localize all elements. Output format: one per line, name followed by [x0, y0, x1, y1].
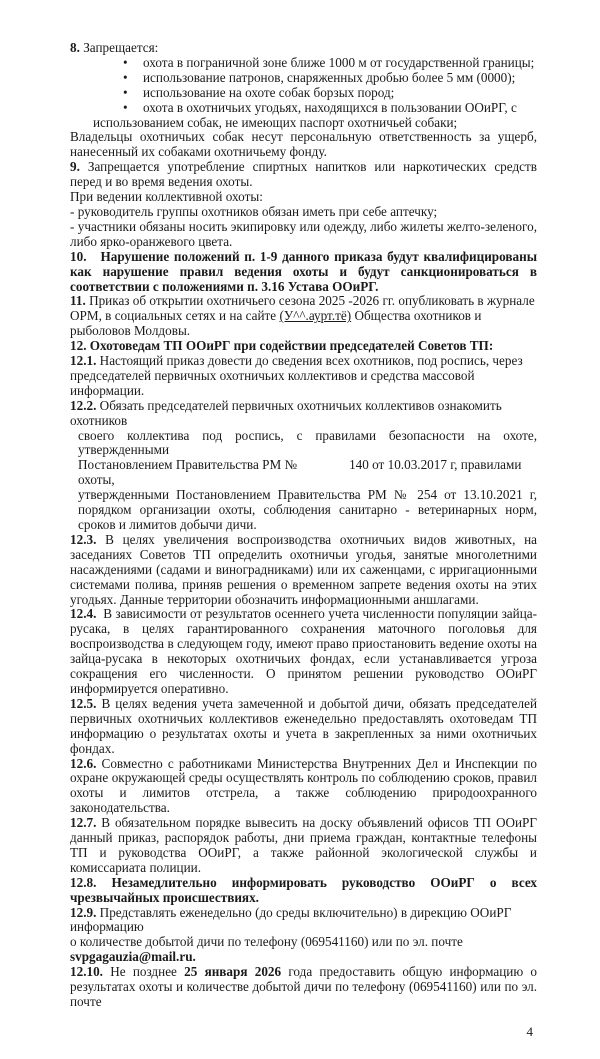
section-12-10: 12.10. Не позднее 25 января 2026 года предоставить общую информацию о результатах охоты и количестве добытой дичи по телефону (069541160) или по эл. почте	[70, 964, 538, 1009]
section-number: 12.9.	[70, 904, 97, 920]
dog-owners-note: Владельцы охотничьих собак несут персональную ответственность за ущерб, нанесенный их собаками охотничьему фонду.	[70, 129, 537, 160]
section-number: 12.2.	[70, 397, 97, 413]
section-number: 12.10.	[70, 964, 103, 980]
page-number: 4	[526, 1023, 533, 1039]
section-number: 12.8.	[70, 874, 97, 890]
section-number: 12.4.	[70, 606, 97, 622]
contact-email[interactable]: svpgagauzia@mail.ru.	[70, 949, 196, 965]
bullet-item: • охота в пограничной зоне ближе 1000 м от государственной границы;	[123, 54, 535, 70]
dash-item: - участники обязаны носить экипировку или одежду, либо жилеты желто-зеленого, либо ярко-оранжевого цвета.	[70, 218, 537, 249]
section-9: 9. Запрещается употребление спиртных напитков или наркотических средств перед и во время ведения охоты.	[70, 159, 537, 190]
section-12-3: 12.3. В целях увеличения воспроизводства охотничьих видов животных, на заседаниях Советов ТП определить охотничьи угодья, занятые многолетними насаждениями (садами и виноградниками) или их саженцами, с ирригационными системами полива, приняв решения о временном запрете ведения охоты на этих угодьях. Данные территории обозначить информационными аншлагами.	[70, 531, 538, 607]
bullet-icon: •	[123, 54, 128, 70]
section-number: 12.5.	[70, 695, 97, 711]
dash-item: - руководитель группы охотников обязан иметь при себе аптечку;	[70, 203, 438, 219]
section-12-heading: 12. Охотоведам ТП ООиРГ при содействии председателей Советов ТП:	[70, 338, 494, 354]
section-12-8: 12.8. Незамедлительно информировать руководство ООиРГ о всех чрезвычайных происшествиях.	[70, 874, 538, 905]
section-12-9: 12.9. Представлять еженедельно (до среды включительно) в дирекцию ООиРГ информацию	[70, 904, 512, 935]
bullet-item: • использование на охоте собак борзых пород;	[123, 84, 395, 100]
section-number: 9.	[70, 159, 80, 175]
deadline-date: 25 января 2026	[184, 964, 282, 980]
section-12-2-line: своего коллектива под роспись, с правилами безопасности на охоте, утвержденными	[78, 427, 537, 458]
section-8-title: Запрещается:	[83, 40, 159, 55]
section-12-4: 12.4. В зависимости от результатов осеннего учета численности популяции зайца-русака, в целях гарантированного сохранения маточного поголовья для воспроизводства в следующем году, имеют право приостановить ведение охоты на зайца-русака в некоторых охотничьих фондах, если устанавливается угроза сокращения его численности. О принятом решении руководство ООиРГ информируется оперативно.	[70, 606, 538, 696]
section-number: 12.6.	[70, 755, 97, 771]
website-link[interactable]: (У^^.аурт.тё)	[279, 308, 352, 324]
section-number: 12.	[70, 338, 87, 354]
bullet-continuation: использованием собак, не имеющих паспорт охотничьей собаки;	[93, 114, 458, 130]
section-10: 10. Нарушение положений п. 1-9 данного приказа будут квалифицированы как нарушение правил ведения охоты и будут санкционироваться в соответствии с положениями п. 3.16 Устава ООиРГ.	[70, 248, 537, 294]
section-12-6: 12.6. Совместно с работниками Министерства Внутренних Дел и Инспекции по охране окружающей среды осуществлять контроль по соблюдению сроков, правил охоты и лимитов отстрела, а также соблюдению природоохранного законодательства.	[70, 755, 538, 816]
section-number: 10.	[70, 248, 87, 264]
section-12-1: 12.1. Настоящий приказ довести до сведения всех охотников, под роспись, через председателей первичных охотничьих коллективов и средства массовой информации.	[70, 353, 523, 398]
section-number: 11.	[70, 293, 86, 309]
section-12-5: 12.5. В целях ведения учета замеченной и добытой дичи, обязать председателей первичных охотничьих коллективов еженедельно предоставлять охотоведам ТП информацию о результатах охоты и учета в закрепленных за ними охотничьих фондах.	[70, 695, 538, 756]
section-12-9-line: о количестве добытой дичи по телефону (069541160) или по эл. почте	[70, 934, 463, 950]
section-12-2: 12.2. Обязать председателей первичных охотничьих коллективов ознакомить охотников	[70, 397, 502, 428]
document-page	[70, 0, 537, 1059]
bullet-icon: •	[123, 69, 128, 85]
bullet-item: • использование патронов, снаряженных дробью более 5 мм (0000);	[123, 69, 516, 85]
section-number: 8.	[70, 40, 80, 55]
section-11: 11. Приказ об открытии охотничьего сезона 2025 -2026 гг. опубликовать в журнале ОРМ, в социальных сетях и на сайте (У^^.аурт.тё) Общества охотников и рыболовов Молдовы.	[70, 293, 535, 339]
section-8-heading	[70, 41, 537, 56]
bullet-icon: •	[123, 99, 128, 115]
section-number: 12.1.	[70, 353, 97, 369]
collective-hunt-title: При ведении коллективной охоты:	[70, 189, 263, 205]
bullet-item: • охота в охотничьих угодьях, находящихся в пользовании ООиРГ, с	[123, 99, 517, 115]
section-12-2-line: Постановлением Правительства РМ № 140 от 10.03.2017 г, правилами охоты,	[78, 457, 522, 488]
section-12-7: 12.7. В обязательном порядке вывесить на доску объявлений офисов ТП ООиРГ данный приказ, распорядок работы, дни приема граждан, контактные телефоны ТП и руководства ООиРГ, а также районной экологической службы и комиссариата полиции.	[70, 815, 538, 875]
section-number: 12.3.	[70, 531, 97, 547]
section-12-2-rest: утвержденными Постановлением Правительства РМ № 254 от 13.10.2021 г, порядком организации охоты, соблюдения санитарно - ветеринарных норм, сроков и лимитов добычи дичи.	[78, 487, 537, 532]
bullet-icon: •	[123, 84, 128, 100]
section-number: 12.7.	[70, 815, 97, 831]
